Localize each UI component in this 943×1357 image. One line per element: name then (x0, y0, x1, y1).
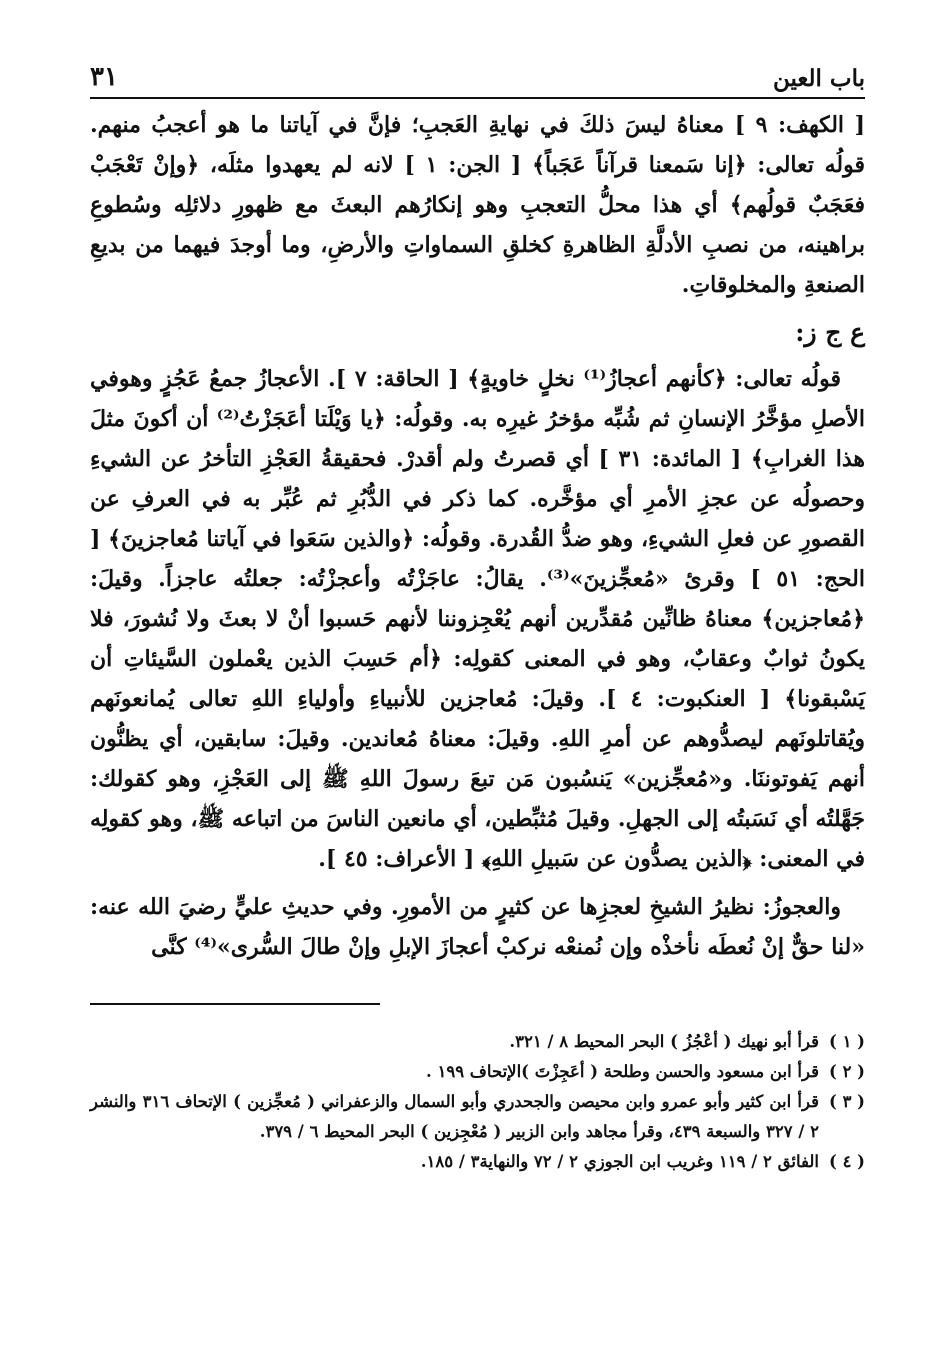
page-number: ٣١ (90, 62, 118, 92)
footnote (90, 1087, 865, 1147)
entry-heading: ع ج ز: (795, 318, 865, 347)
footnote-text: قرأ ابن مسعود والحسن وطلحة ( أعَجِزْتَ )الإتحاف ١٩٩ . (425, 1062, 819, 1081)
main-text (90, 105, 865, 967)
footnote-number: ( ٤ ) (829, 1152, 865, 1171)
footnote-text: قرأ ابن كثير وأبو عمرو وابن محيصن والجحدري وأبو السمال والزعفراني ( مُعجِّزين ) الإتحاف ٣١٦ والنشر ٢ / ٣٢٧ والسبعة ٤٣٩، وقرأ مجاهد وابن الزبير ( مُعْجِزين ) البحر المحيط ٦ / ٣٧٩. (90, 1092, 819, 1141)
footnote-text: قرأ أبو نهيك ( أعْجُزُ ) البحر المحيط ٨ / ٣٢١. (509, 1032, 819, 1051)
footnote-number: ( ٣ ) (829, 1092, 865, 1111)
footnote-text: الفائق ٢ / ١١٩ وغريب ابن الجوزي ٢ / ٧٢ والنهاية٣ / ١٨٥. (420, 1152, 819, 1171)
book-page (90, 52, 865, 1177)
paragraph: [ الكهف: ٩ ] معناهُ ليسَ ذلكَ في نهايةِ العَجبِ؛ فإنَّ في آياتنا ما هو أعجبُ منهم. قولُه تعالى: ﴿إنا سَمعنا قرآناً عَجَباً﴾ [ الجن: ١ ] لانه لم يعهدوا مثلَه، ﴿وإنْ تَعْجَبْ فعَجَبٌ قولُهم﴾ أي هذا محلُّ التعجبِ وهو إنكارُهم البعثَ مع ظهورِ دلائلِه وسُطوعِ براهينه، من نصبِ الأدلَّةِ الظاهرةِ كخلقِ السماواتِ والأرضِ، وما أوجدَ فيهما من بديعِ الصنعةِ والمخلوقاتِ. (90, 112, 865, 298)
paragraph: والعجوزُ: نظيرُ الشيخِ لعجزِها عن كثيرٍ من الأمورِ. وفي حديثِ عليٍّ رضيَ الله عنه: «لنا حقٌّ إنْ نُعطَه نأخذْه وإن نُمنعْه نركبْ أعجازَ الإبلِ وإنْ طالَ السُّرى»⁽⁴⁾ كنَّى (90, 894, 865, 960)
footnote-rule (90, 1003, 380, 1005)
footnote (90, 1147, 865, 1177)
footnote (90, 1027, 865, 1057)
footnote (90, 1057, 865, 1087)
footnotes (90, 1027, 865, 1177)
chapter-title: باب العين (772, 65, 865, 92)
paragraph: قولُه تعالى: ﴿كأنهم أعجازُ⁽¹⁾ نخلٍ خاويةٍ﴾ [ الحاقة: ٧ ]. الأعجازُ جمعُ عَجُزٍ وهوفي الأصلِ مؤخَّرُ الإنسانِ ثم شُبِّه مؤخرُ غيرِه به. وقولُه: ﴿يا وَيْلَتا أعَجَزْتُ⁽²⁾ أن أكونَ مثلَ هذا الغرابِ﴾ [ المائدة: ٣١ ] أي قصرتُ ولم أقدرْ. فحقيقةُ العَجْزِ التأخرُ عن الشيءِ وحصولُه عن عجزِ الأمرِ أي مؤخَّره. كما ذكر في الدُّبُرِ ثم عُبِّر به في العرفِ عن القصورِ عن فعلِ الشيءِ، وهو ضدُّ القُدرة. وقولُه: ﴿والذين سَعَوا في آياتنا مُعاجزينَ﴾ [ الحج: ٥١ ] وقرئ «مُعجِّزينَ»⁽³⁾. يقالُ: عاجَزْتُه وأعجزْتُه: جعلتُه عاجزاً. وقيلَ: ﴿مُعاجزين﴾ معناهُ ظانِّين مُقدِّرين أنهم يُعْجِزوننا لأنهم حَسبوا أنْ لا بعثَ ولا نُشورَ، فلا يكونُ ثوابٌ وعقابٌ، وهو في المعنى كقولِه: ﴿أم حَسِبَ الذين يعْملون السَّيئاتِ أن يَسْبقونا﴾ [ العنكبوت: ٤ ]. وقيلَ: مُعاجزين للأنبياءِ وأولياءِ اللهِ تعالى يُمانعونَهم ويُقاتلونَهم ليصدُّوهم عن أمرِ اللهِ. وقيلَ: معناهُ مُعاندين. وقيلَ: سابقين، أي يظنُّون أنهم يَفوتوننَا. و«مُعجِّزين» يَنسُبون مَن تبعَ رسولَ اللهِ ﷺ إلى العَجْزِ، وهو كقولك: جَهَّلتُه أي نَسَبتُه إلى الجهلِ. وقيلَ مُثبِّطين، أي مانعين الناسَ من اتباعه ﷺ، وهو كقولِه في المعنى: ﴿الذين يصدُّون عن سَبيلِ اللهِ﴾ [ الأعراف: ٤٥ ]. (90, 366, 865, 872)
footnote-number: ( ١ ) (829, 1032, 865, 1051)
footnote-number: ( ٢ ) (829, 1062, 865, 1081)
running-header (90, 52, 865, 92)
header-rule (90, 97, 865, 99)
